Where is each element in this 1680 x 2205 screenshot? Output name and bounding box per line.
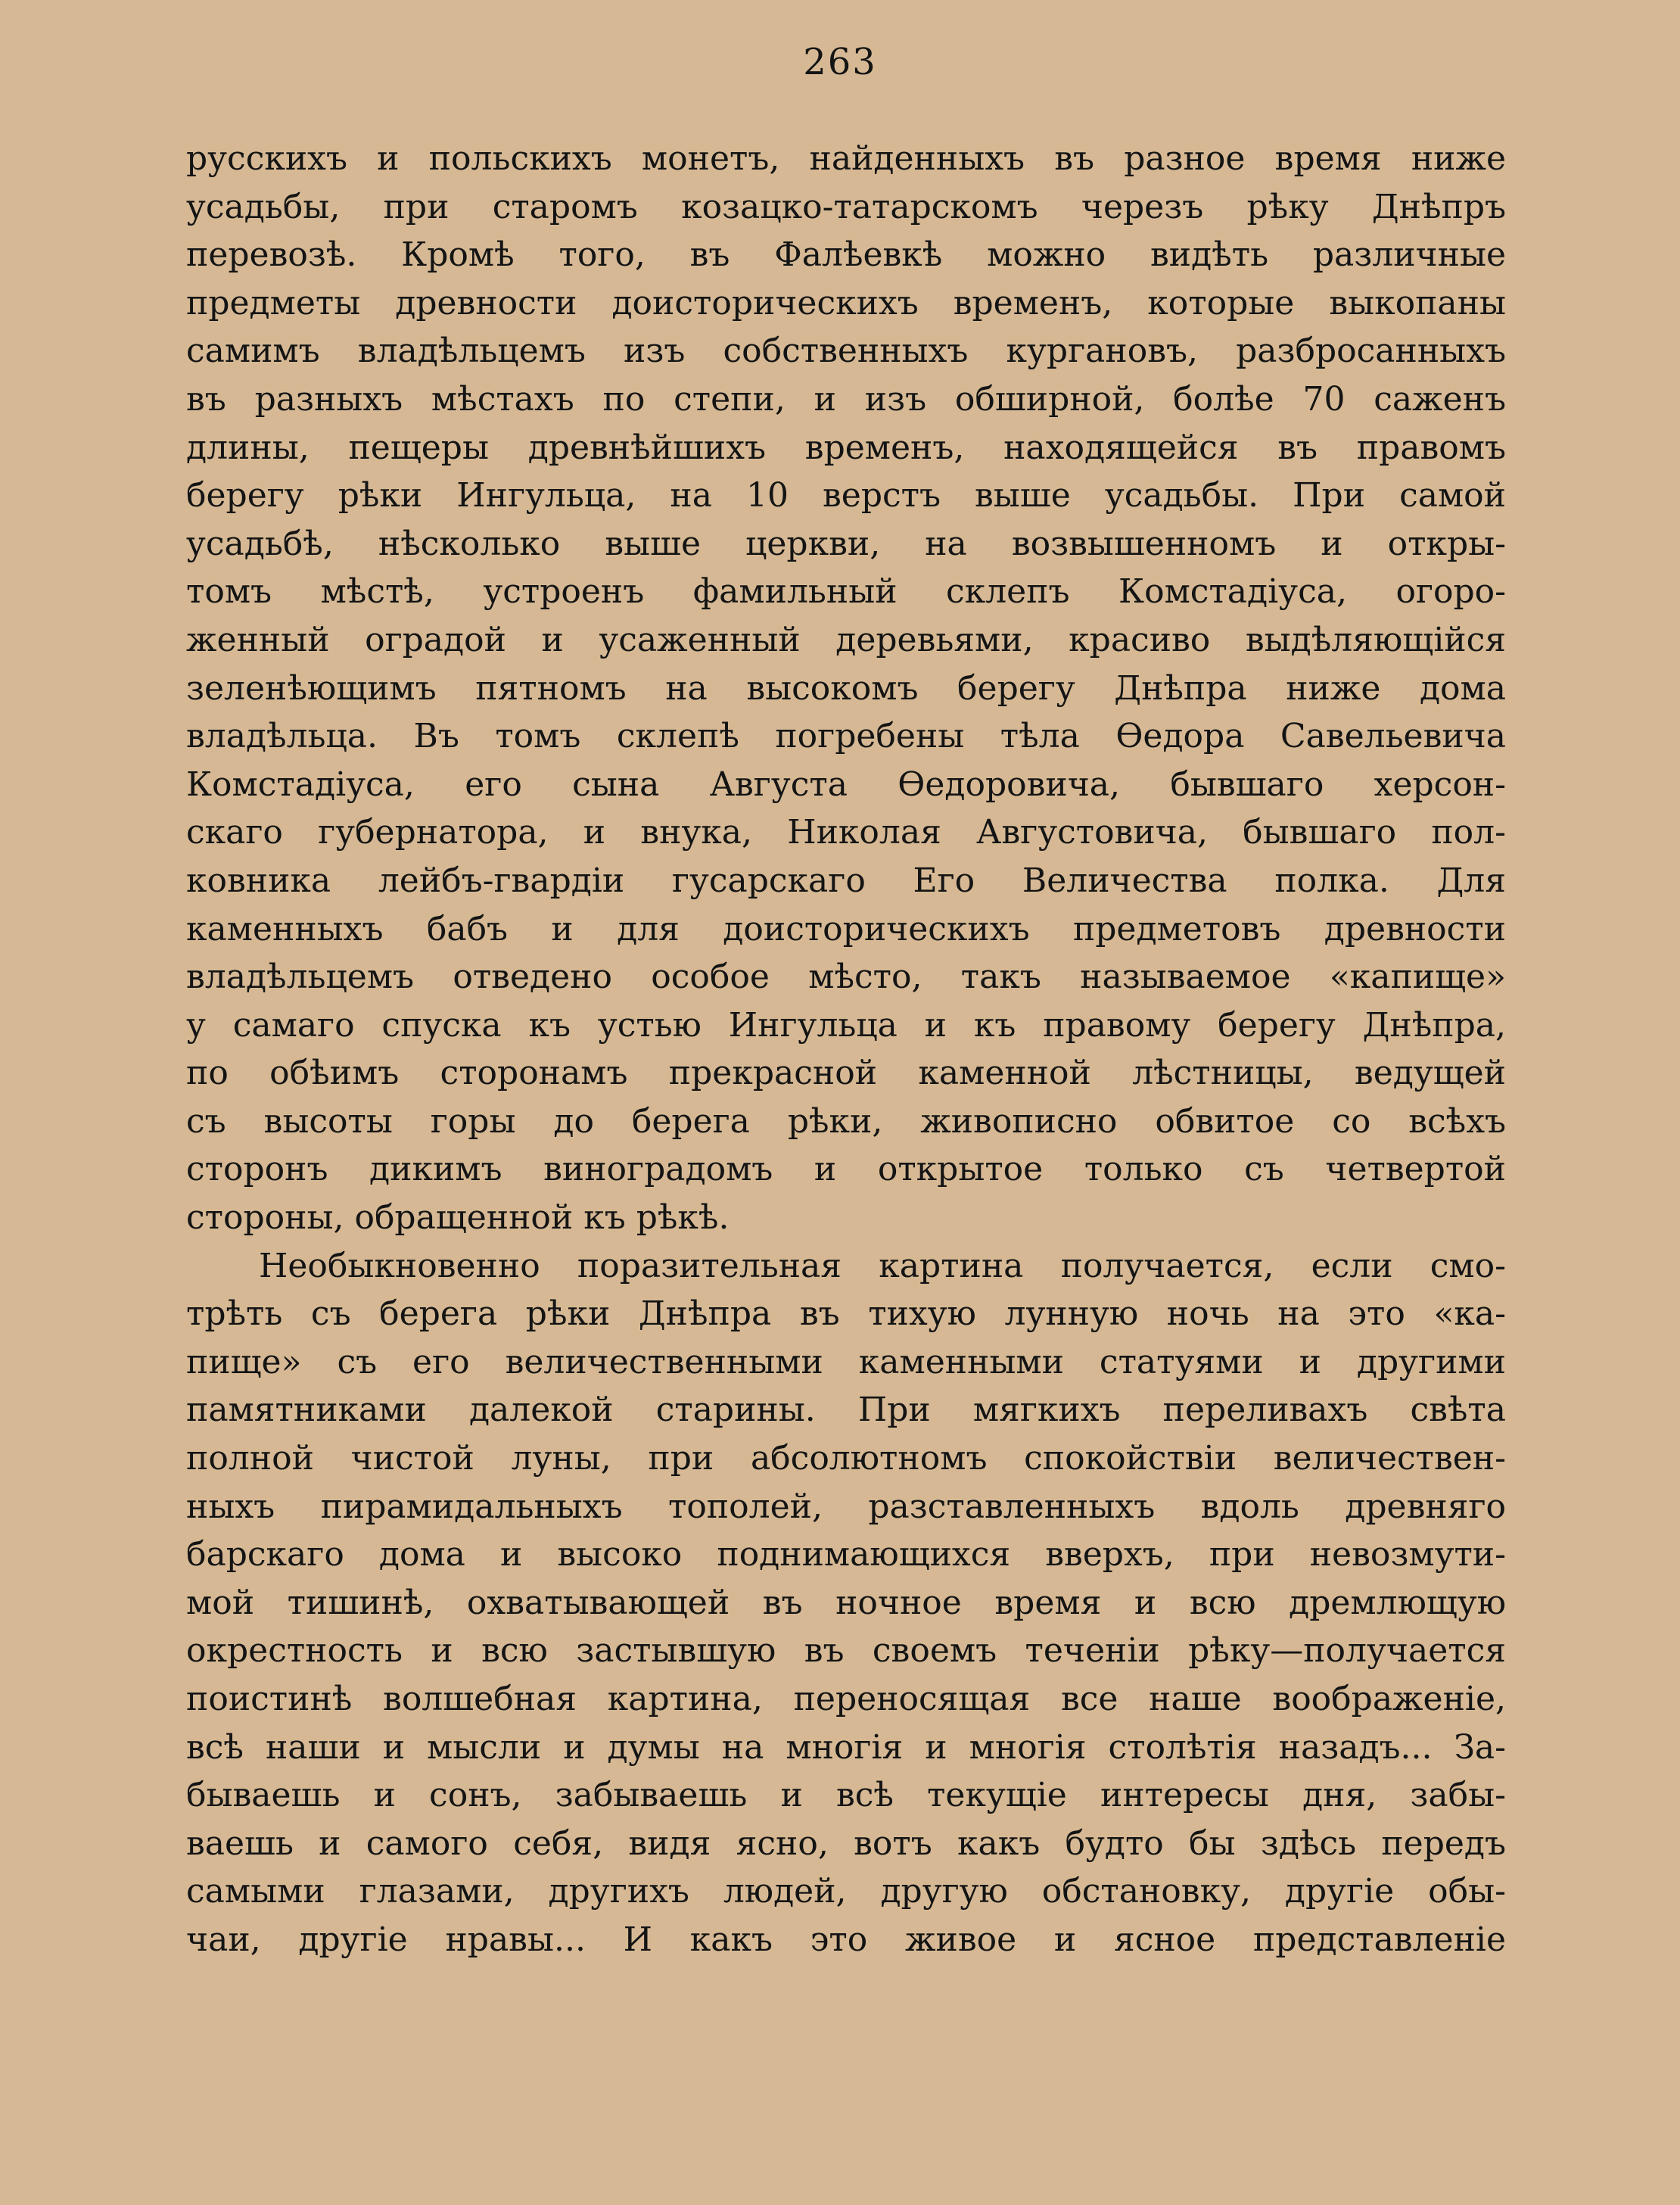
text-line: ваешь и самого себя, видя ясно, вотъ какъ будто бы здѣсь передъ (186, 1823, 1506, 1863)
text-line: поистинѣ волшебная картина, переносящая все наше воображеніе, (186, 1680, 1506, 1718)
text-line: длины, пещеры древнѣйшихъ временъ, находящейся въ правомъ (186, 428, 1506, 467)
text-line: окрестность и всю застывшую въ своемъ теченіи рѣку—получается (186, 1631, 1506, 1671)
text-line: предметы древности доисторическихъ временъ, которые выкопаны (186, 283, 1506, 322)
text-line: ныхъ пирамидальныхъ тополей, разставленныхъ вдоль древняго (186, 1487, 1506, 1526)
body-text (186, 135, 1506, 1964)
text-line: по обѣимъ сторонамъ прекрасной каменной лѣстницы, ведущей (186, 1054, 1506, 1093)
text-line: памятниками далекой старины. При мягкихъ переливахъ свѣта (186, 1391, 1506, 1430)
text-line: самыми глазами, другихъ людей, другую обстановку, другіе обы- (186, 1872, 1506, 1911)
paragraph (186, 1242, 1506, 1964)
text-line: пище» съ его величественными каменными статуями и другими (186, 1342, 1506, 1381)
text-line: полной чистой луны, при абсолютномъ спокойствіи величествен- (186, 1439, 1506, 1478)
text-line: у самаго спуска къ устью Ингульца и къ правому берегу Днѣпра, (186, 1005, 1506, 1045)
text-line: съ высоты горы до берега рѣки, живописно обвитое со всѣхъ (186, 1101, 1506, 1141)
text-line: женный оградой и усаженный деревьями, красиво выдѣляющійся (186, 620, 1506, 659)
text-line: Необыкновенно поразительная картина получается, если смо- (259, 1246, 1506, 1285)
text-line: самимъ владѣльцемъ изъ собственныхъ кургановъ, разбросанныхъ (186, 332, 1506, 371)
text-line: томъ мѣстѣ, устроенъ фамильный склепъ Комстадіуса, огоро- (186, 572, 1506, 612)
page-number: 263 (803, 41, 877, 83)
text-line: въ разныхъ мѣстахъ по степи, и изъ обширной, болѣе 70 саженъ (186, 379, 1506, 419)
text-line: чаи, другіе нравы... И какъ это живое и ясное представленіе (186, 1920, 1506, 1959)
paragraph (186, 135, 1506, 1242)
text-line: мой тишинѣ, охватывающей въ ночное время и всю дремлющую (186, 1583, 1506, 1622)
text-line: владѣльца. Въ томъ склепѣ погребены тѣла Өедора Савельевича (186, 717, 1506, 756)
text-line: зеленѣющимъ пятномъ на высокомъ берегу Днѣпра ниже дома (186, 668, 1506, 708)
text-line: русскихъ и польскихъ монетъ, найденныхъ въ разное время ниже (186, 139, 1506, 178)
text-line: ковника лейбъ-гвардіи гусарскаго Его Величества полка. Для (186, 861, 1506, 900)
text-line: владѣльцемъ отведено особое мѣсто, такъ называемое «капище» (186, 958, 1506, 997)
text-line: скаго губернатора, и внука, Николая Августовича, бывшаго пол- (186, 813, 1506, 852)
text-line: перевозѣ. Кромѣ того, въ Фалѣевкѣ можно видѣть различные (186, 235, 1506, 275)
text-line: сторонъ дикимъ виноградомъ и открытое только съ четвертой (186, 1150, 1506, 1189)
text-line: берегу рѣки Ингульца, на 10 верстъ выше усадьбы. При самой (186, 476, 1506, 515)
text-line: барскаго дома и высоко поднимающихся вверхъ, при невозмути- (186, 1535, 1506, 1574)
text-line: Комстадіуса, его сына Августа Өедоровича, бывшаго херсон- (186, 765, 1506, 804)
text-line: усадьбѣ, нѣсколько выше церкви, на возвышенномъ и откры- (186, 524, 1506, 563)
text-line: всѣ наши и мысли и думы на многія и многія столѣтія назадъ... За- (186, 1727, 1506, 1767)
text-line: стороны, обращенной къ рѣкѣ. (186, 1198, 730, 1238)
text-line: бываешь и сонъ, забываешь и всѣ текущіе интересы дня, забы- (186, 1776, 1506, 1815)
text-line: трѣть съ берега рѣки Днѣпра въ тихую лунную ночь на это «ка- (186, 1294, 1506, 1334)
text-line: каменныхъ бабъ и для доисторическихъ предметовъ древности (186, 909, 1506, 948)
text-line: усадьбы, при старомъ козацко-татарскомъ черезъ рѣку Днѣпръ (186, 187, 1506, 226)
